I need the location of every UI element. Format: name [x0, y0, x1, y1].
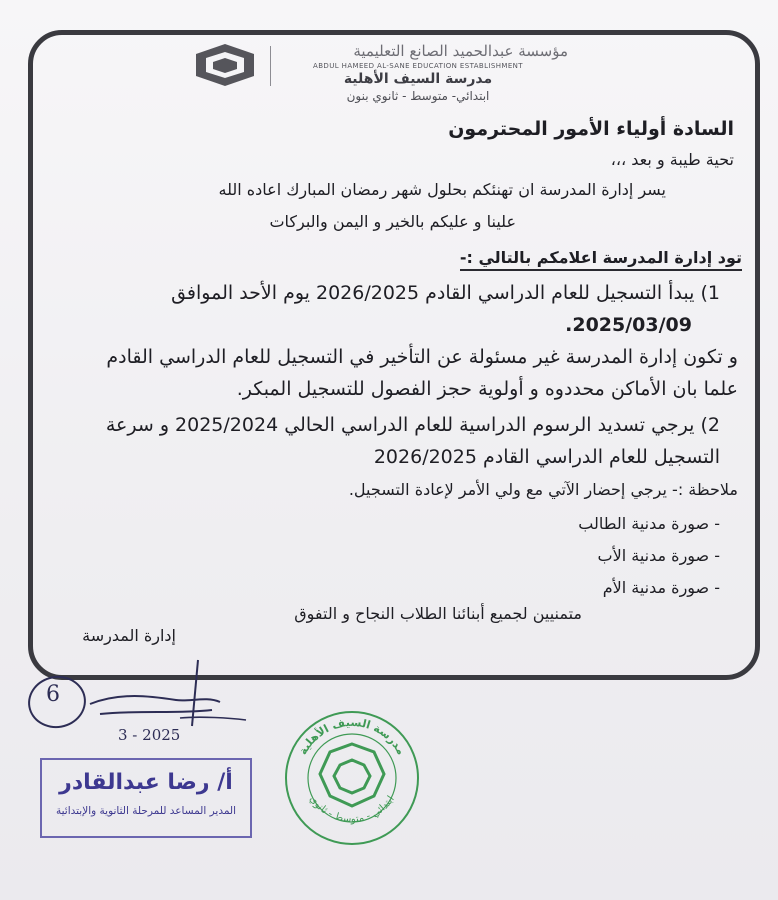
intro-line	[460, 248, 742, 267]
item1-line-a: 1) يبدأ التسجيل للعام الدراسي القادم 2026/2025 يوم الأحد الموافق	[171, 282, 720, 304]
intro-text: تود إدارة المدرسة اعلامكم بالتالي :-	[460, 248, 742, 271]
organization-name-english: ABDUL HAMEED AL-SANE EDUCATION ESTABLISHMENT	[313, 62, 523, 70]
seal-top-text: مدرسة السيف الأهلية	[296, 715, 408, 757]
greeting: تحية طيبة و بعد ،،،	[610, 150, 734, 169]
ramadan-line-2: علينا و عليكم بالخير و اليمن والبركات	[269, 212, 516, 231]
handwritten-date: 3 - 2025	[118, 726, 181, 744]
item1-line-c: و تكون إدارة المدرسة غير مسئولة عن التأخير في التسجيل للعام الدراسي القادم	[106, 346, 738, 368]
svg-text:ابتدائي - متوسط - ثانوي	[307, 794, 397, 825]
stamp-name: أ/ رضا عبدالقادر	[59, 770, 233, 795]
organization-name-arabic: مؤسسة عبدالحميد الصانع التعليمية	[353, 42, 568, 60]
letterhead	[268, 42, 568, 103]
school-logo-icon	[188, 40, 262, 90]
required-doc-student: - صورة مدنية الطالب	[578, 514, 720, 533]
name-stamp	[40, 758, 252, 838]
item2-line-b: التسجيل للعام الدراسي القادم 2026/2025	[373, 446, 720, 468]
stamp-role: المدير المساعد للمرحلة الثانوية والإبتدائية	[55, 805, 237, 817]
seal-bottom-text: ابتدائي - متوسط - ثانوي	[307, 793, 397, 826]
closing-line: متمنيين لجميع أبنائنا الطلاب النجاح و التفوق	[294, 604, 582, 623]
required-doc-mother: - صورة مدنية الأم	[602, 578, 720, 597]
school-name: مدرسة السيف الأهلية	[343, 71, 493, 87]
item2-line-a: 2) يرجي تسديد الرسوم الدراسية للعام الدراسي الحالي 2025/2024 و سرعة	[105, 414, 720, 436]
ramadan-line-1: يسر إدارة المدرسة ان تهنئكم بحلول شهر رمضان المبارك اعاده الله	[218, 180, 666, 199]
school-stages: ابتدائي- متوسط - ثانوي بنون	[346, 89, 490, 103]
svg-text:مدرسة السيف الأهلية	[296, 716, 407, 757]
signoff: إدارة المدرسة	[82, 626, 176, 645]
salutation: السادة أولياء الأمور المحترمون	[448, 118, 734, 140]
item1-date: 2025/03/09.	[565, 314, 692, 336]
item1-line-d: علما بان الأماكن محددوه و أولوية حجز الفصول للتسجيل المبكر.	[236, 378, 738, 400]
school-seal-icon	[282, 708, 422, 848]
handwritten-number: 6	[46, 682, 60, 707]
required-doc-father: - صورة مدنية الأب	[597, 546, 720, 565]
note-line: ملاحظة :- يرجي إحضار الآتي مع ولي الأمر لإعادة التسجيل.	[348, 480, 738, 499]
